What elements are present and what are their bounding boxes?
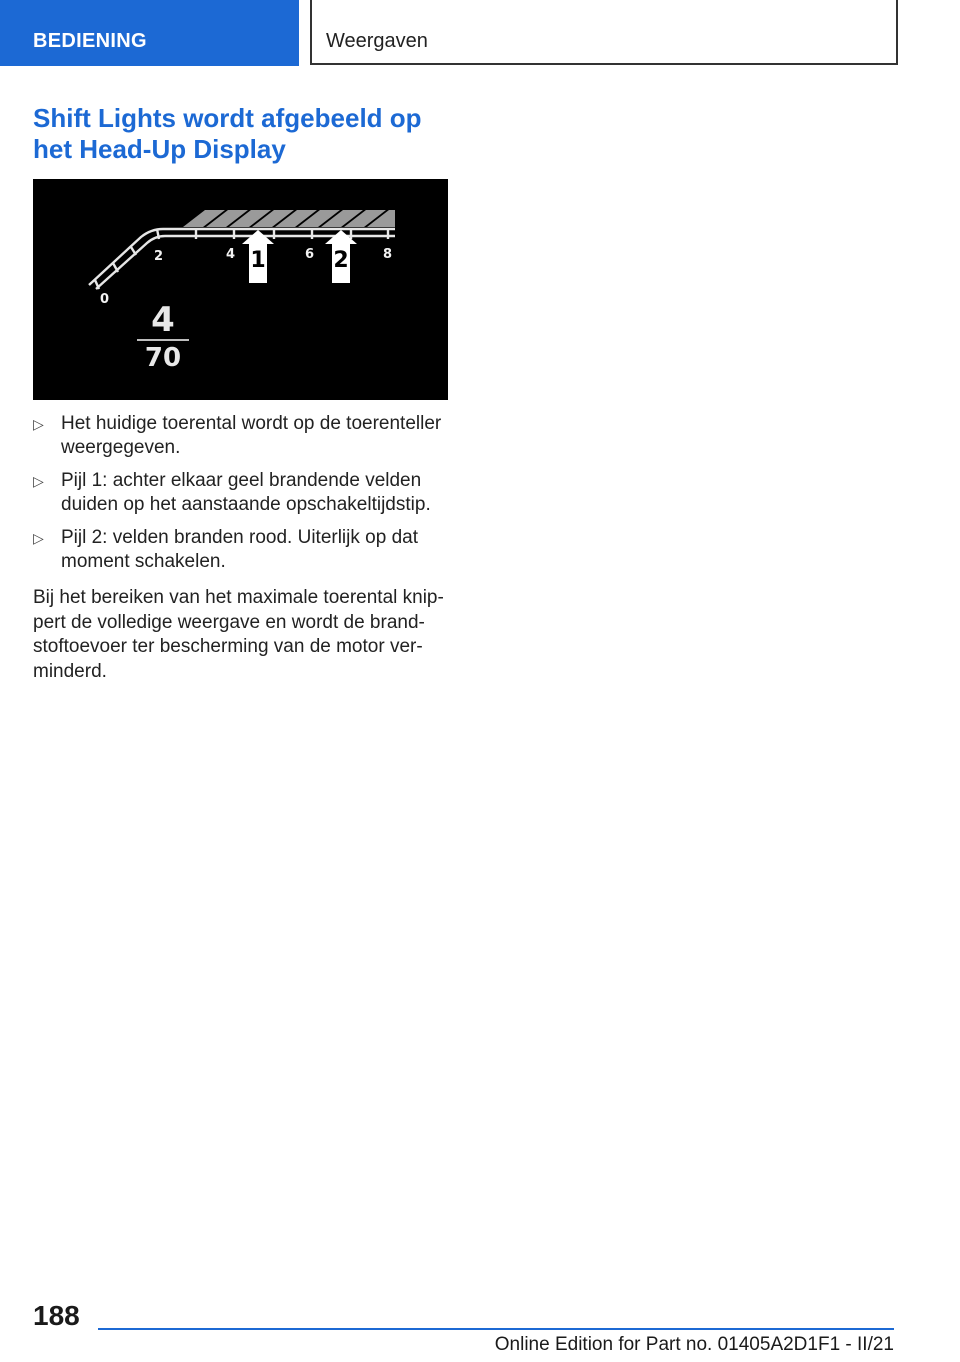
gauge-label-4: 4 [226, 247, 236, 262]
arrow-2-label: 2 [333, 248, 349, 273]
hud-shift-lights-figure [33, 179, 448, 400]
section-title: Shift Lights wordt afgebeeld op het Head-Up Display [33, 103, 422, 164]
speed-readout: 70 [144, 343, 182, 373]
list-item [33, 526, 451, 574]
gauge-label-8: 8 [383, 247, 393, 262]
body-paragraph: Bij het bereiken van het maximale toerental knippert de volledige weergave en wordt de brandstoftoevoer ter bescherming van de motor verminderd. [33, 587, 444, 682]
bullet-triangle-icon: ▷ [33, 530, 44, 546]
list-item-text: Pijl 2: velden branden rood. Uiterlijk op dat moment schakelen. [61, 527, 418, 572]
shift-light-fields [183, 210, 395, 227]
chapter-label: Weergaven [326, 30, 428, 52]
gauge-label-0: 0 [100, 292, 110, 307]
list-item [33, 469, 451, 517]
list-item-text: Het huidige toerental wordt op de toerenteller weergegeven. [61, 413, 442, 458]
section-label: BEDIENING [33, 30, 147, 52]
edition-note: Online Edition for Part no. 01405A2D1F1 - II/21 [494, 1334, 894, 1355]
bullet-list [33, 412, 451, 583]
gear-readout: 4 [151, 300, 175, 340]
list-item [33, 412, 451, 460]
gauge-label-6: 6 [305, 247, 315, 262]
section-tab [0, 0, 299, 66]
gauge-label-2: 2 [154, 249, 164, 264]
arrow-1-label: 1 [250, 248, 266, 273]
chapter-header [310, 0, 898, 65]
bullet-triangle-icon: ▷ [33, 416, 44, 432]
footer-rule [98, 1328, 894, 1330]
bullet-triangle-icon: ▷ [33, 473, 44, 489]
list-item-text: Pijl 1: achter elkaar geel brandende velden duiden op het aanstaande opschakeltijdstip. [61, 470, 431, 515]
page-number: 188 [33, 1300, 80, 1331]
